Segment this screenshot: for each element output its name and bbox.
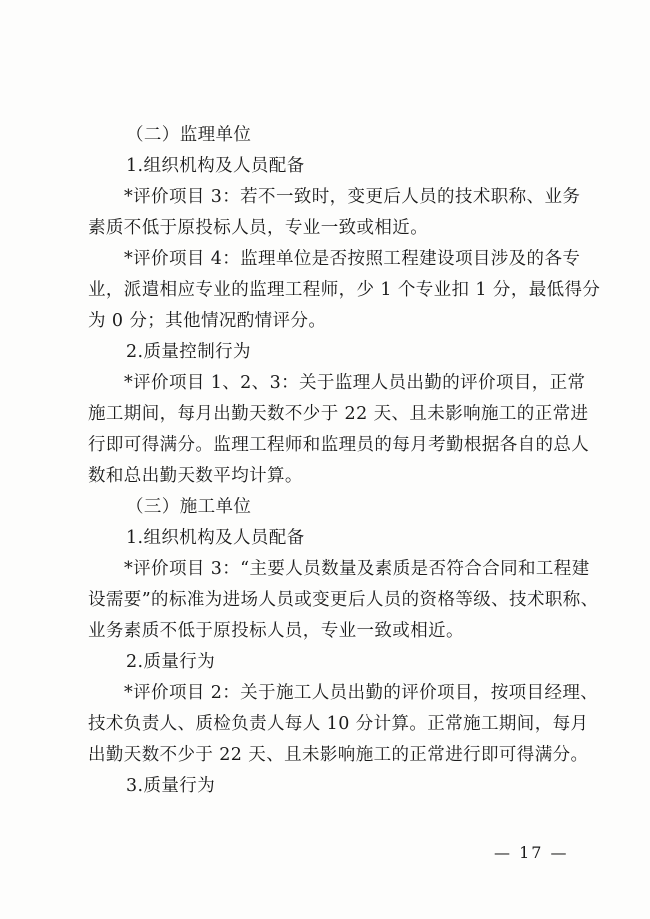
paragraph-line: 技术负责人、质检负责人每人 10 分计算。正常施工期间，每月 [88, 714, 589, 734]
paragraph [88, 678, 599, 771]
paragraph-line: 行即可得满分。监理工程师和监理员的每月考勤根据各自的总人 [88, 435, 590, 455]
subsection-title: 1.组织机构及人员配备 [126, 528, 305, 548]
paragraph [88, 244, 601, 337]
paragraph-line: *评价项目 4：监理单位是否按照工程建设项目涉及的各专 [124, 249, 581, 269]
section-heading: （三）施工单位 [126, 497, 252, 517]
paragraph-line: 数和总出勤天数平均计算。 [88, 466, 303, 486]
document-body [88, 120, 601, 802]
subsection-title: 2.质量控制行为 [126, 342, 251, 362]
paragraph-line: 施工期间，每月出勤天数不少于 22 天、且未影响施工的正常进 [88, 404, 589, 424]
paragraph-line: 业，派遣相应专业的监理工程师，少 1 个专业扣 1 分，最低得分 [88, 280, 601, 300]
paragraph-line: 业务素质不低于原投标人员，专业一致或相近。 [88, 621, 464, 641]
paragraph-line: 设需要”的标准为进场人员或变更后人员的资格等级、技术职称、 [88, 590, 599, 610]
paragraph [88, 368, 590, 492]
paragraph [88, 554, 599, 647]
paragraph-line: *评价项目 2：关于施工人员出勤的评价项目，按项目经理、 [124, 683, 599, 703]
paragraph-line: *评价项目 3：“主要人员数量及素质是否符合合同和工程建 [124, 559, 590, 579]
paragraph-line: *评价项目 1、2、3：关于监理人员出勤的评价项目，正常 [124, 373, 586, 393]
paragraph-line: *评价项目 3：若不一致时，变更后人员的技术职称、业务 [124, 187, 581, 207]
paragraph-line: 出勤天数不少于 22 天、且未影响施工的正常进行即可得满分。 [88, 745, 589, 765]
subsection-title: 3.质量行为 [126, 776, 216, 796]
section-heading: （二）监理单位 [126, 125, 252, 145]
page-number: — 17 — [494, 843, 569, 862]
paragraph [88, 182, 586, 244]
paragraph-line: 为 0 分；其他情况酌情评分。 [88, 311, 327, 331]
subsection-title: 2.质量行为 [126, 652, 216, 672]
subsection-title: 1.组织机构及人员配备 [126, 156, 305, 176]
paragraph-line: 素质不低于原投标人员，专业一致或相近。 [88, 218, 429, 238]
